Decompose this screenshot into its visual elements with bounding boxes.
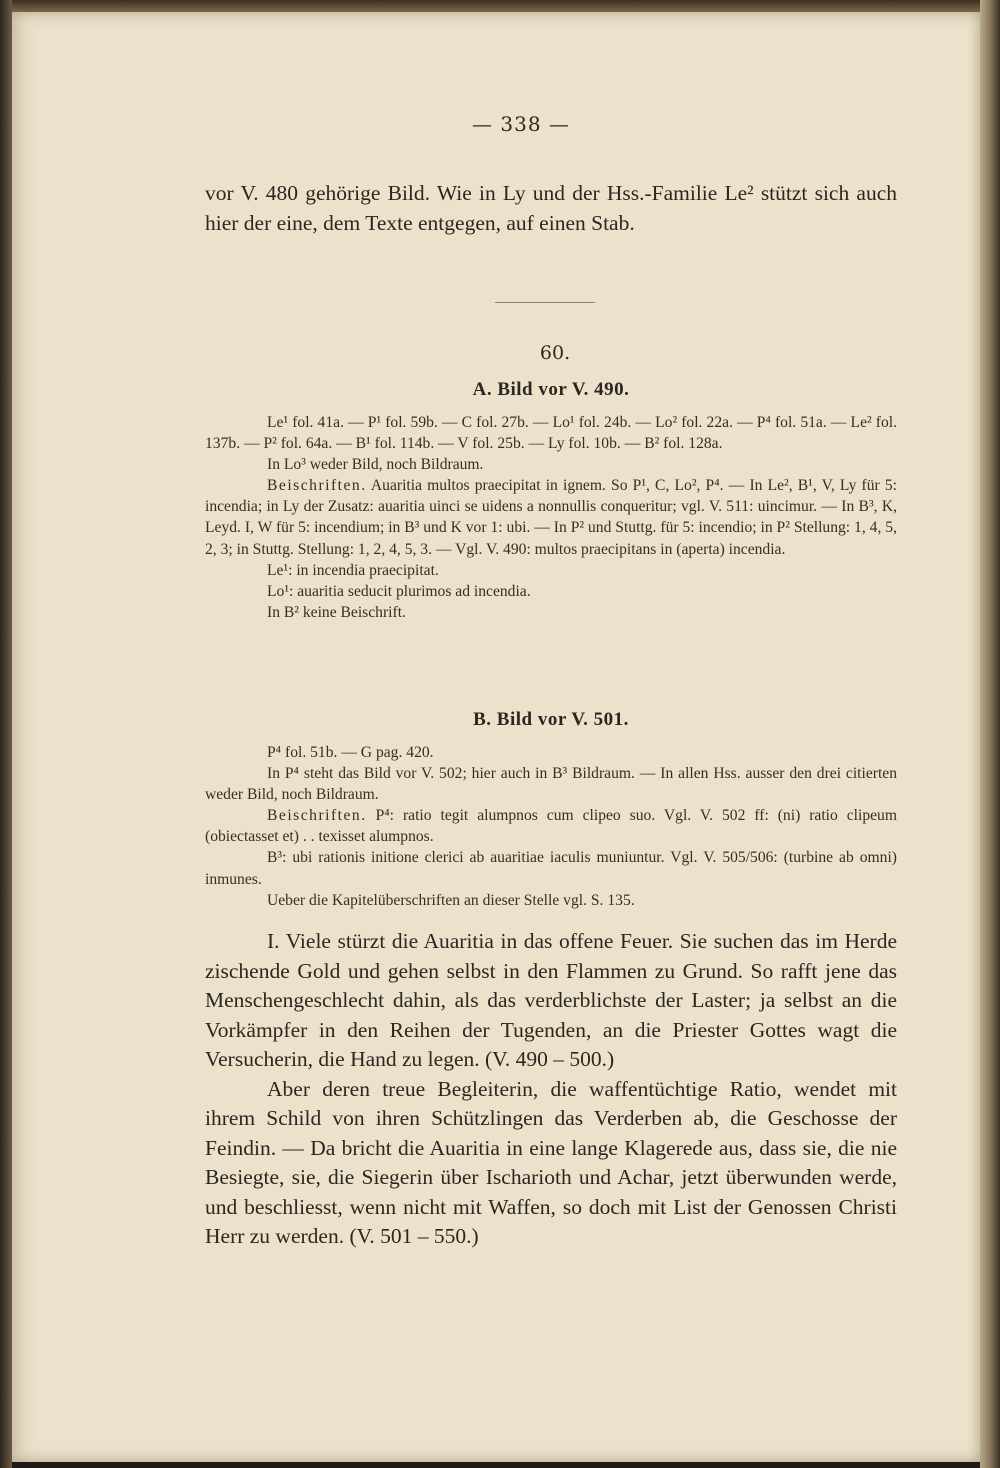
section-a-le1: Le¹: in incendia praecipitat. [267,561,439,579]
book-edge-left [0,0,12,1468]
section-divider [495,302,595,303]
beischriften-label-b: Beischriften. [267,807,367,825]
intro-text: vor V. 480 gehörige Bild. Wie in Ly und der Hss.-Familie Le² stützt sich auch hier der eine, dem Texte entgegen, auf einen Stab. [205,181,897,235]
section-b-captions-text: P⁴: ratio tegit alumpnos cum clipeo suo. Vgl. V. 502 ff: (ni) ratio clipeum (obiectasset et) . . texisset alumpnos. [205,807,897,846]
intro-paragraph [205,179,897,238]
section-number: 60. [539,342,571,364]
section-a-lo1: Lo¹: auaritia seducit plurimos ad incendia. [267,582,531,600]
section-a-sources: Le¹ fol. 41a. — P¹ fol. 59b. — C fol. 27b. — Lo¹ fol. 24b. — Lo² fol. 22a. — P⁴ fol. 51a. — Le² fol. 137b. — P² fol. 64a. — B¹ fol. 114b. — V fol. 25b. — Ly fol. 10b. — B² fol. 128a. [205,414,897,453]
book-edge-right [980,0,1000,1468]
section-a-no-picture: In Lo³ weder Bild, noch Bildraum. [267,456,484,474]
section-b-sources: P⁴ fol. 51b. — G pag. 420. [267,744,434,761]
section-a-notes [205,412,897,623]
section-a-captions-text: Auaritia multos praecipitat in ignem. So P¹, C, Lo², P⁴. — In Le², B¹, V, Ly für 5: incendia; in Ly der Zusatz: auaritia uinci se uidens a nonnullis conqueritur; vgl. V. 511: uincimur. — In B³, K, Leyd. I, W für 5: incendium; in B³ und K vor 1: ubi. — In P² und Stuttg. für 5: incendio; in P² Stellung: 1, 4, 5, 2, 3; in Stuttg. Stellung: 1, 2, 4, 5, 3. — Vgl. V. 490: multos praecipitans in (aperta) incendia. [205,477,897,558]
section-a-captions [205,475,897,559]
section-b-placement: In P⁴ steht das Bild vor V. 502; hier auch in B³ Bildraum. — In allen Hss. ausser den drei citierten weder Bild, noch Bildraum. [205,765,897,804]
section-b-reference: Ueber die Kapitelüberschriften an dieser Stelle vgl. S. 135. [267,891,635,909]
body-paragraph-1: I. Viele stürzt die Auaritia in das offene Feuer. Sie suchen das im Herde zischende Gold und gehen selbst in den Flammen zu Grund. So rafft jene das Menschengeschlecht dahin, als das verderblichste der Laster; ja selbst an die Vorkämpfer in den Reihen der Tugenden, an die Priester Gottes wagt die Versucherin, die Hand zu legen. (V. 490 – 500.) [205,929,897,1071]
section-b-captions [205,805,897,847]
body-paragraph-2: Aber deren treue Begleiterin, die waffentüchtige Ratio, wendet mit ihrem Schild von ihren Schützlingen das Verderben ab, die Geschosse der Feindin. — Da bricht die Auaritia in eine lange Klagerede aus, dass sie, die nie Besiegte, sie, die Siegerin über Ischarioth und Achar, jetzt überwunden werde, und beschliesst, wenn nicht mit Waffen, so doch mit List der Genossen Christi Herr zu werden. (V. 501 – 550.) [205,1076,897,1248]
beischriften-label-a: Beischriften. [267,477,367,495]
section-a-b2: In B² keine Beischrift. [267,603,406,621]
body-text [205,927,897,1252]
section-b-b3: B³: ubi rationis initione clerici ab auaritiae iaculis muniuntur. Vgl. V. 505/506: (turbine ab omni) inmunes. [205,849,897,888]
book-page [12,12,980,1462]
book-edge-top [0,0,1000,12]
page-number: — 338 — [472,112,570,136]
section-b-notes [205,742,897,911]
heading-b: B. Bild vor V. 501. [473,709,629,730]
heading-a: A. Bild vor V. 490. [472,379,630,400]
